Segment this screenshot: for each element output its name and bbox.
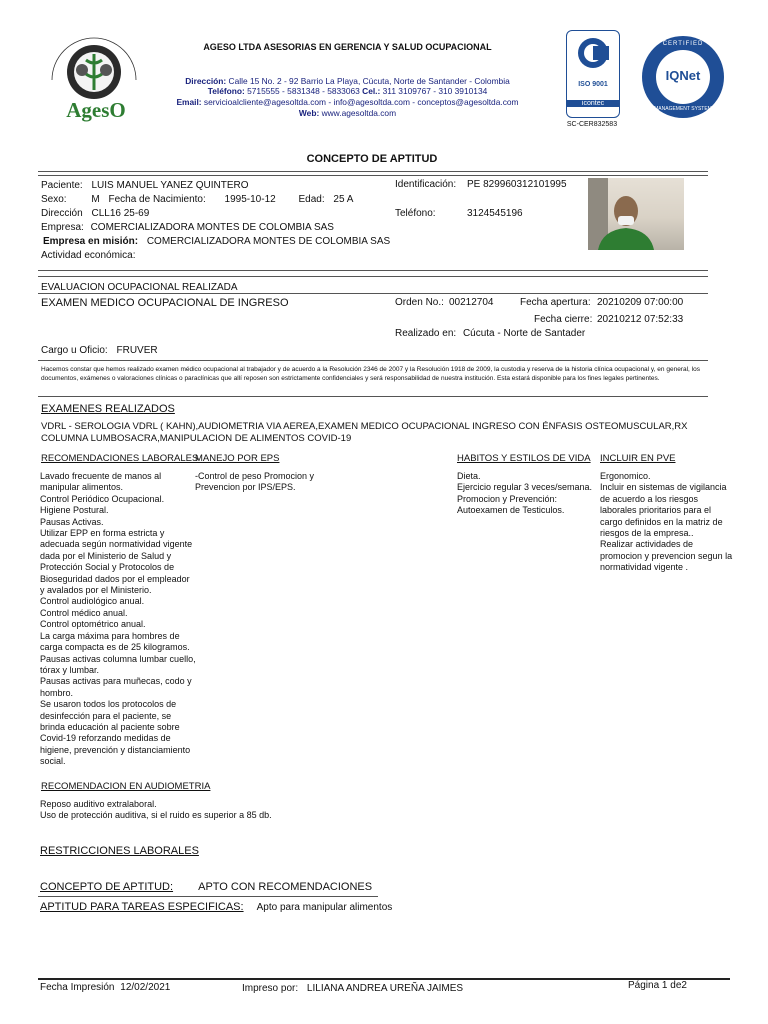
company-name: AGESO LTDA ASESORIAS EN GERENCIA Y SALUD OCUPACIONAL bbox=[203, 42, 492, 52]
dob-value: 1995-10-12 bbox=[224, 194, 276, 205]
iso-label: ISO 9001 bbox=[578, 81, 608, 88]
labor-recommendations-heading: RECOMENDACIONES LABORALES bbox=[41, 453, 199, 464]
divider bbox=[38, 175, 708, 176]
job-value: FRUVER bbox=[116, 345, 158, 356]
printed-by-row bbox=[242, 983, 463, 994]
audiometry-text: Reposo auditivo extralaboral. Uso de protección auditiva, si el ruido es superior a 85 db. bbox=[40, 799, 272, 821]
order-label: Orden No.: bbox=[395, 297, 444, 308]
patient-name: LUIS MANUEL YANEZ QUINTERO bbox=[91, 180, 249, 191]
address-label: Dirección bbox=[41, 208, 83, 219]
legal-disclaimer: Hacemos constar que hemos realizado examen médico ocupacional al trabajador y de acuerdo a la Resolución 2346 de 2007 y la Resolución 1918 de 2009, la custodia y reserva de la historia clínica ocupacional y, en general, los documentos, exámenes o valoraciones clínicas o paraclínicas que allí reposen son estrictamente confidenciales y será responsabilidad de nuestra institución. Esta estará disponible para los fines legales pertinentes. bbox=[41, 366, 700, 382]
tasks-row bbox=[40, 901, 392, 913]
company-phone-line bbox=[150, 86, 545, 96]
phone-label: Teléfono: bbox=[207, 86, 245, 96]
mission-label: Empresa en misión: bbox=[43, 236, 139, 247]
patient-phone-label: Teléfono: bbox=[395, 208, 436, 219]
address-value: CLL16 25-69 bbox=[91, 208, 150, 219]
exams-heading: EXAMENES REALIZADOS bbox=[41, 403, 175, 415]
age-label: Edad: bbox=[298, 194, 325, 205]
divider bbox=[38, 270, 708, 271]
patient-name-label: Paciente: bbox=[41, 180, 83, 191]
company-value: COMERCIALIZADORA MONTES DE COLOMBIA SAS bbox=[90, 222, 334, 233]
print-date-row bbox=[40, 982, 170, 993]
place-label: Realizado en: bbox=[395, 328, 457, 339]
print-date-value: 12/02/2021 bbox=[120, 982, 171, 993]
web-value: www.agesoltda.com bbox=[321, 108, 397, 118]
aptitude-label: CONCEPTO DE APTITUD: bbox=[40, 881, 174, 893]
iqnet-seal bbox=[640, 34, 726, 120]
patient-sex-row bbox=[41, 194, 353, 205]
pve-text: Ergonomico. Incluir en sistemas de vigilancia de acuerdo a los riesgos laborales prioritarios para el cargo definidos en la matriz de riesgos de la empresa.. Realizar actividades de promocion y prevencion segun la normatividad vigente . bbox=[600, 471, 733, 573]
company-web-line bbox=[150, 108, 545, 118]
job-row bbox=[41, 345, 158, 356]
email-label: Email: bbox=[176, 97, 202, 107]
iqnet-ring-bottom: MANAGEMENT SYSTEM bbox=[654, 106, 712, 112]
aptitude-row bbox=[40, 881, 372, 893]
evaluation-heading: EVALUACION OCUPACIONAL REALIZADA bbox=[41, 282, 238, 293]
address-label: Dirección: bbox=[185, 76, 227, 86]
phone-value: 5715555 - 5831348 - 5833063 bbox=[247, 86, 360, 96]
iso-9001-seal bbox=[566, 30, 620, 118]
person-photo-icon bbox=[588, 178, 684, 250]
print-date-label: Fecha Impresión bbox=[40, 982, 115, 993]
patient-address-row bbox=[41, 208, 149, 219]
evaluation-type: EXAMEN MEDICO OCUPACIONAL DE INGRESO bbox=[41, 297, 289, 309]
patient-name-row bbox=[41, 180, 249, 191]
divider bbox=[38, 276, 708, 277]
place-row bbox=[395, 328, 585, 339]
patient-mission-row bbox=[43, 236, 390, 247]
exams-text: VDRL - SEROLOGIA VDRL ( KAHN),AUDIOMETRIA VIA AEREA,EXAMEN MEDICO OCUPACIONAL INGRESO CON ÉNFASIS OSTEOMUSCULAR,RX COLUMNA LUMBOSACRA,MANIPULACION DE ALIMENTOS COVID-19 bbox=[41, 421, 688, 444]
close-date-label: Fecha cierre: bbox=[534, 314, 593, 325]
place-value: Cúcuta - Norte de Santader bbox=[462, 328, 586, 339]
printed-by-label: Impreso por: bbox=[242, 983, 299, 994]
web-label: Web: bbox=[298, 108, 320, 118]
restrictions-heading: RESTRICCIONES LABORALES bbox=[40, 845, 199, 857]
mission-value: COMERCIALIZADORA MONTES DE COLOMBIA SAS bbox=[146, 236, 391, 247]
divider bbox=[38, 171, 708, 172]
divider bbox=[38, 896, 378, 897]
divider bbox=[38, 396, 708, 397]
logo-text: AgesO bbox=[66, 98, 126, 122]
job-label: Cargo u Oficio: bbox=[41, 345, 108, 356]
activity-label: Actividad económica: bbox=[41, 250, 136, 261]
aptitude-value: APTO CON RECOMENDACIONES bbox=[198, 881, 373, 893]
cell-label: Cel.: bbox=[362, 86, 381, 96]
sex-value: M bbox=[91, 194, 100, 205]
tasks-label: APTITUD PARA TAREAS ESPECIFICAS: bbox=[40, 901, 244, 913]
open-date-value: 20210209 07:00:00 bbox=[597, 297, 684, 308]
cell-value: 311 3109767 - 310 3910134 bbox=[382, 86, 488, 96]
company-label: Empresa: bbox=[41, 222, 84, 233]
pve-heading: INCLUIR EN PVE bbox=[600, 453, 676, 464]
document-title: CONCEPTO DE APTITUD bbox=[306, 153, 438, 165]
divider bbox=[38, 360, 708, 361]
address-value: Calle 15 No. 2 - 92 Barrio La Playa, Cúcuta, Norte de Santander - Colombia bbox=[228, 76, 510, 86]
iqnet-label: IQNet bbox=[665, 68, 701, 83]
email-value: servicioalcliente@agesoltda.com - info@agesoltda.com - conceptos@agesoltda.com bbox=[203, 97, 519, 107]
sex-label: Sexo: bbox=[41, 194, 67, 205]
eps-text: -Control de peso Promocion y Prevencion por IPS/EPS. bbox=[195, 471, 315, 493]
icontec-label: icontec bbox=[567, 100, 619, 107]
close-date-value: 20210212 07:52:33 bbox=[597, 314, 684, 325]
habits-heading: HABITOS Y ESTILOS DE VIDA bbox=[457, 453, 591, 464]
audiometry-heading: RECOMENDACION EN AUDIOMETRIA bbox=[41, 781, 211, 792]
patient-company-row bbox=[41, 222, 334, 233]
printed-by-value: LILIANA ANDREA UREÑA JAIMES bbox=[306, 983, 464, 994]
divider bbox=[38, 293, 708, 294]
page-number: Página 1 de2 bbox=[628, 980, 687, 991]
icontec-icon bbox=[567, 31, 619, 71]
company-logo bbox=[44, 30, 144, 125]
iso-code: SC-CER832583 bbox=[566, 121, 618, 128]
eps-heading: MANEJO POR EPS bbox=[195, 453, 280, 464]
tasks-value: Apto para manipular alimentos bbox=[256, 902, 393, 913]
company-address-line bbox=[150, 76, 545, 86]
labor-recommendations-text: Lavado frecuente de manos al manipular alimentos. Control Periódico Ocupacional. Higiene Postural. Pausas Activas. Utilizar EPP en forma estricta y adecuada según normatividad vigente dada por el Ministerio de Salud y Protección Social y Protocolos de Bioseguridad dados por el empleador y avalados por el Ministerio. Control audiológico anual. Control médico anual. Control optométrico anual. La carga máxima para hombres de carga compacta es de 25 kilogramos. Pausas activas columna lumbar cuello, tórax y lumbar. Pausas activas para muñecas, codo y hombro. Se usaron todos los protocolos de desinfección para el paciente, se brinda educación al paciente sobre Covid-19 reforzando medidas de higiene, prevención y distanciamiento social. bbox=[40, 471, 196, 767]
order-value: 00212704 bbox=[449, 297, 494, 308]
patient-phone-value: 3124545196 bbox=[467, 208, 523, 219]
patient-photo bbox=[588, 178, 684, 250]
patient-id-value: PE 829960312101995 bbox=[467, 179, 567, 190]
footer-divider bbox=[38, 978, 730, 980]
open-date-label: Fecha apertura: bbox=[520, 297, 591, 308]
habits-text: Dieta. Ejercicio regular 3 veces/semana. Promocion y Prevención: Autoexamen de Testiculos. bbox=[457, 471, 593, 516]
company-email-line bbox=[150, 97, 545, 107]
iqnet-ring-top: CERTIFIED bbox=[662, 41, 704, 47]
patient-id-label: Identificación: bbox=[395, 179, 457, 190]
age-value: 25 A bbox=[333, 194, 354, 205]
dob-label: Fecha de Nacimiento: bbox=[108, 194, 206, 205]
